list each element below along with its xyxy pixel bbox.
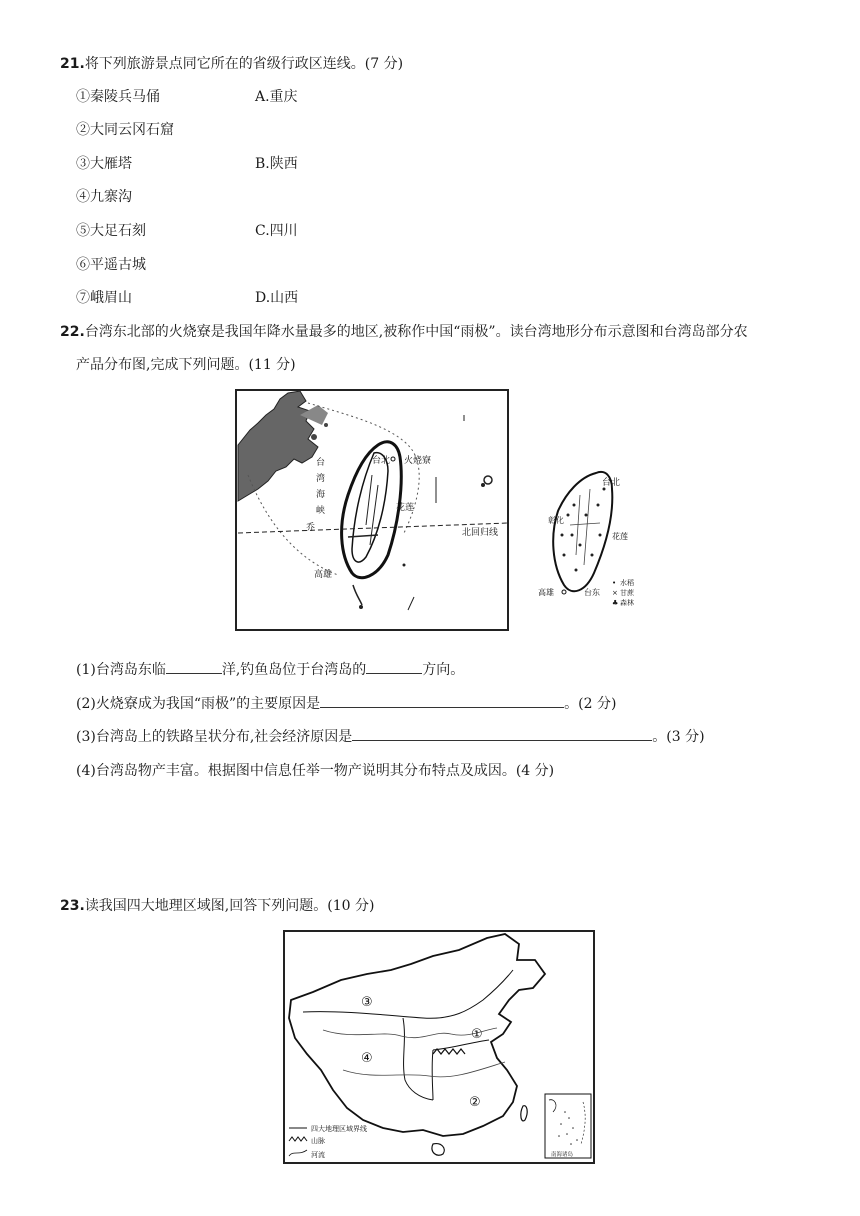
legend-mountain: 山脉: [311, 1137, 325, 1145]
q21-right-item: C.四川: [255, 223, 298, 239]
map1-label-strait: 湾: [316, 474, 326, 484]
q21-text: 将下列旅游景点同它所在的省级行政区连线。(7 分): [84, 56, 404, 72]
china-regions-svg: [283, 930, 595, 1164]
region-label-2: ②: [469, 1095, 481, 1110]
map2-legend-sugarcane: 甘蔗: [620, 589, 634, 597]
map1-label-strait: 海: [316, 490, 326, 500]
q21-number: 21.: [60, 56, 85, 72]
q22-sub1: [76, 659, 464, 679]
map2-legend-rice: 水稻: [620, 579, 634, 587]
svg-text:×: ×: [612, 589, 618, 597]
q21-left-item: ⑦峨眉山: [76, 290, 132, 306]
q22-sub1-blank-ocean[interactable]: [166, 659, 222, 674]
q23-number: 23.: [60, 898, 85, 914]
q22-sub1-text-a: (1)台湾岛东临: [76, 662, 166, 678]
inset-label: 南海诸岛: [551, 1152, 574, 1158]
q22-sub3: [76, 726, 705, 746]
map1-label-strait: 峡: [316, 506, 326, 516]
map2-label-hualian: 花莲: [612, 532, 628, 541]
region-label-4: ④: [361, 1051, 373, 1066]
map2-label-taibei: 台北: [602, 478, 621, 488]
q22-number: 22.: [60, 324, 85, 340]
hainan-island: [432, 1144, 444, 1156]
legend-river: 河流: [311, 1151, 325, 1159]
q21-right-item: B.陕西: [255, 156, 298, 172]
legend-boundary: 四大地理区域界线: [311, 1125, 367, 1133]
q21-left-item: ⑤大足石刻: [76, 223, 146, 239]
q23-heading: [60, 895, 374, 915]
map1-label-huoshaoliao: 火烧寮: [404, 456, 432, 466]
region-label-1: ①: [471, 1027, 483, 1042]
q22-sub3-text-b: 。(3 分): [652, 729, 705, 745]
q23-text: 读我国四大地理区域图,回答下列问题。(10 分): [84, 898, 375, 914]
q21-left-item: ①秦陵兵马俑: [76, 89, 160, 105]
q22-text-line1: 台湾东北部的火烧寮是我国年降水量最多的地区,被称作中国“雨极”。读台湾地形分布示意图和台湾岛部分农: [84, 324, 748, 340]
map2-label-taidong: 台东: [584, 588, 600, 597]
taiwan-maps-svg: [228, 385, 648, 637]
map2-legend-forest: 森林: [620, 599, 634, 607]
map2-label-gaoxiong: 高雄: [538, 588, 554, 597]
q21-left-item: ⑥平遥古城: [76, 257, 146, 273]
q22-sub1-text-b: 洋,钓鱼岛位于台湾岛的: [221, 662, 367, 678]
map1-label-tropic: 北回归线: [462, 528, 499, 538]
q22-sub2-text-a: (2)火烧寮成为我国“雨极”的主要原因是: [76, 696, 321, 712]
svg-text:♣: ♣: [612, 599, 619, 607]
region-label-3: ③: [361, 995, 373, 1010]
map1-label-strait: 台: [316, 458, 326, 468]
map1-label-taibei: 台北: [372, 456, 391, 466]
q21-right-item: D.山西: [255, 290, 299, 306]
china-regions-figure: [283, 930, 595, 1164]
svg-text:乔: 乔: [306, 523, 316, 533]
q22-sub2-blank[interactable]: [320, 693, 564, 708]
q22-sub3-blank[interactable]: [352, 726, 652, 741]
q22-sub1-text-c: 方向。: [422, 662, 465, 678]
q21-left-item: ③大雁塔: [76, 156, 132, 172]
q21-heading: [60, 53, 403, 73]
q22-heading: [60, 321, 748, 341]
map1-label-gaoxiong: 高雄: [314, 570, 333, 580]
q22-sub4: (4)台湾岛物产丰富。根据图中信息任举一物产说明其分布特点及成因。(4 分): [76, 763, 555, 779]
q22-sub2-text-b: 。(2 分): [564, 696, 617, 712]
q22-sub2: [76, 693, 616, 713]
q21-left-item: ④九寨沟: [76, 189, 132, 205]
svg-text:•: •: [612, 579, 617, 587]
map1-label-hualian: 花莲: [396, 503, 415, 513]
taiwan-maps-figure: [228, 385, 648, 637]
q22-text-line2: 产品分布图,完成下列问题。(11 分): [76, 357, 296, 373]
q22-sub1-blank-direction[interactable]: [366, 659, 422, 674]
q22-sub3-text-a: (3)台湾岛上的铁路呈状分布,社会经济原因是: [76, 729, 353, 745]
q21-left-item: ②大同云冈石窟: [76, 122, 174, 138]
q21-right-item: A.重庆: [255, 89, 298, 105]
map2-label-zhanghua: 彰化: [548, 516, 564, 525]
inset-frame: [545, 1094, 591, 1158]
